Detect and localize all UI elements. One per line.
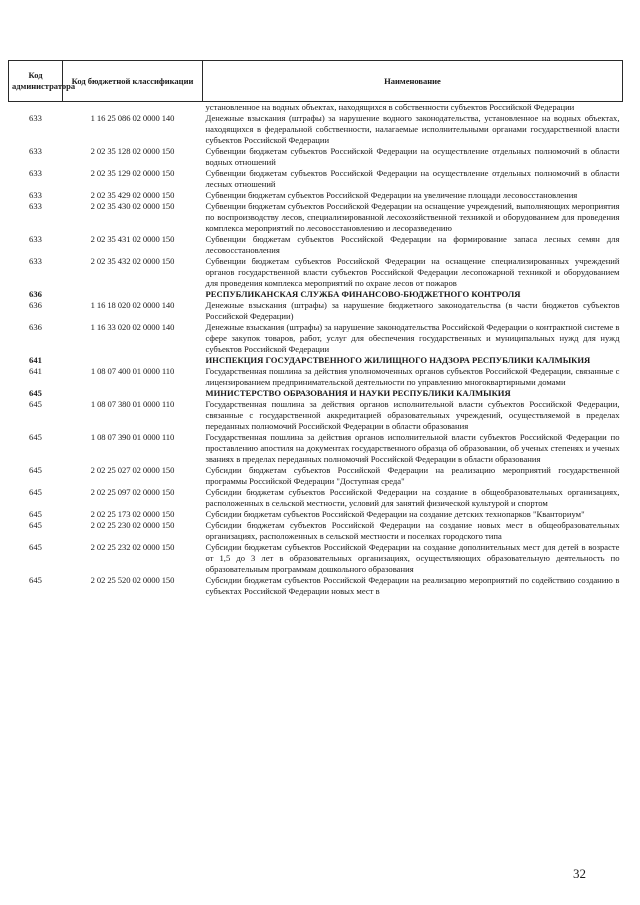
name-cell: Субсидии бюджетам субъектов Российской Федерации на создание новых мест в общеобразовательных организациях, расположенных в сельской местности и поселках городского типа (205, 520, 620, 541)
table-row (9, 300, 623, 322)
header-kbk-code: Код бюджетной классификации (63, 61, 203, 102)
kbk-code-cell: 2 02 35 429 02 0000 150 (90, 190, 175, 200)
admin-code-cell: 633 (29, 190, 42, 200)
admin-code-cell: 645 (29, 575, 42, 585)
kbk-code-cell (63, 355, 203, 366)
table-row (9, 542, 623, 575)
table-row (9, 432, 623, 465)
table-row (9, 256, 623, 289)
table-body (9, 102, 623, 598)
name-cell: Государственная пошлина за действия органов исполнительной власти субъектов Российской Федерации по проставлению апостиля на документах государственного образца об образовании, об ученых степенях и ученых званиях в пределах переданных полномочий Российской Федерации в области образования (205, 432, 620, 464)
section-heading-row (9, 388, 623, 399)
kbk-code-cell: 1 08 07 400 01 0000 110 (90, 366, 175, 376)
admin-code-cell: 645 (29, 509, 42, 519)
table-row (9, 113, 623, 146)
table-row (9, 487, 623, 509)
name-cell: Субсидии бюджетам субъектов Российской Федерации на реализацию мероприятий по содействию созданию в субъектах Российской Федерации новых мест в (205, 575, 620, 596)
name-cell: установленное на водных объектах, находящихся в собственности субъектов Российской Федерации (205, 102, 575, 112)
table-row (9, 399, 623, 432)
name-cell: Денежные взыскания (штрафы) за нарушение законодательства Российской Федерации о контрактной системе в сфере закупок товаров, работ, услуг для обеспечения государственных и муниципальных нужд для нужд субъектов Российской Федерации (205, 322, 620, 354)
name-cell: Субвенции бюджетам субъектов Российской Федерации на оснащение учреждений, выполняющих мероприятия по воспроизводству лесов, специализированной лесохозяйственной техникой и оборудованием для проведения комплекса мероприятий по лесовосстановлению и лесоразведению (205, 201, 620, 233)
admin-code-cell: 641 (29, 366, 42, 376)
table-row (9, 366, 623, 388)
name-cell: Денежные взыскания (штрафы) за нарушение бюджетного законодательства (в части бюджетов субъектов Российской Федерации) (205, 300, 620, 321)
kbk-code-cell: 2 02 25 097 02 0000 150 (90, 487, 175, 497)
admin-code-cell: 636 (29, 322, 42, 332)
admin-code-cell: 645 (29, 465, 42, 475)
kbk-code-cell: 1 08 07 390 01 0000 110 (90, 432, 175, 442)
kbk-code-cell: 1 16 25 086 02 0000 140 (90, 113, 175, 123)
table-row (9, 234, 623, 256)
admin-code-cell: 641 (29, 355, 42, 365)
name-cell: Государственная пошлина за действия органов исполнительной власти субъектов Российской Федерации, связанные с государственной аккредитацией образовательных учреждений, осуществляемой в пределах переданных полномочий Российской Федерации в области образования (205, 399, 620, 431)
page-number: 32 (573, 866, 586, 881)
section-heading-row (9, 355, 623, 366)
kbk-code-cell (63, 102, 203, 114)
kbk-code-cell (63, 289, 203, 300)
name-cell: Субвенции бюджетам субъектов Российской Федерации на увеличение площади лесовосстановления (205, 190, 578, 200)
section-heading-row (9, 289, 623, 300)
kbk-code-cell: 1 16 33 020 02 0000 140 (90, 322, 175, 332)
kbk-code-cell: 1 16 18 020 02 0000 140 (90, 300, 175, 310)
name-cell: ИНСПЕКЦИЯ ГОСУДАРСТВЕННОГО ЖИЛИЩНОГО НАДЗОРА РЕСПУБЛИКИ КАЛМЫКИЯ (205, 355, 591, 365)
name-cell: Субвенции бюджетам субъектов Российской Федерации на осуществление отдельных полномочий в области лесных отношений (205, 168, 620, 189)
name-cell: РЕСПУБЛИКАНСКАЯ СЛУЖБА ФИНАНСОВО-БЮДЖЕТНОГО КОНТРОЛЯ (205, 289, 521, 299)
admin-code-cell: 636 (29, 289, 42, 299)
table-row (9, 509, 623, 520)
table-header (9, 61, 623, 102)
kbk-code-cell: 2 02 25 173 02 0000 150 (90, 509, 175, 519)
admin-code-cell: 633 (29, 168, 42, 178)
kbk-code-cell (63, 388, 203, 399)
admin-code-cell: 645 (29, 432, 42, 442)
kbk-code-cell: 2 02 35 129 02 0000 150 (90, 168, 175, 178)
name-cell: Субсидии бюджетам субъектов Российской Федерации на создание дополнительных мест для детей в возрасте от 1,5 до 3 лет в образовательных организациях, осуществляющих образовательную деятельность по образовательным программам дошкольного образования (205, 542, 620, 574)
header-name: Наименование (203, 61, 623, 102)
kbk-code-cell: 2 02 35 430 02 0000 150 (90, 201, 175, 211)
table-row (9, 465, 623, 487)
name-cell: Субвенции бюджетам субъектов Российской Федерации на формирование запаса лесных семян для лесовосстановления (205, 234, 620, 255)
name-cell: МИНИСТЕРСТВО ОБРАЗОВАНИЯ И НАУКИ РЕСПУБЛИКИ КАЛМЫКИЯ (205, 388, 511, 398)
admin-code-cell: 633 (29, 234, 42, 244)
name-cell: Субсидии бюджетам субъектов Российской Федерации на создание в общеобразовательных организациях, расположенных в сельской местности, условий для занятий физической культурой и спортом (205, 487, 620, 508)
kbk-code-cell: 2 02 25 230 02 0000 150 (90, 520, 175, 530)
table-row (9, 168, 623, 190)
admin-code-cell (9, 102, 63, 114)
admin-code-cell: 645 (29, 399, 42, 409)
name-cell: Субвенции бюджетам субъектов Российской Федерации на осуществление отдельных полномочий в области водных отношений (205, 146, 620, 167)
kbk-code-cell: 2 02 25 520 02 0000 150 (90, 575, 175, 585)
table-row (9, 201, 623, 234)
admin-code-cell: 633 (29, 146, 42, 156)
admin-code-cell: 645 (29, 388, 42, 398)
name-cell: Субсидии бюджетам субъектов Российской Федерации на создание детских технопарков "Кванториум" (205, 509, 585, 519)
admin-code-cell: 633 (29, 113, 42, 123)
admin-code-cell: 645 (29, 542, 42, 552)
table-row (9, 190, 623, 201)
name-cell: Денежные взыскания (штрафы) за нарушение водного законодательства, установленное на водных объектах, находящихся в федеральной собственности, налагаемые исполнительными органами государственной власти субъектов Российской Федерации (205, 113, 620, 145)
kbk-code-cell: 2 02 25 027 02 0000 150 (90, 465, 175, 475)
header-admin-code: Код администратора (9, 61, 63, 102)
table-row (9, 102, 623, 114)
kbk-code-cell: 2 02 25 232 02 0000 150 (90, 542, 175, 552)
admin-code-cell: 636 (29, 300, 42, 310)
table-row (9, 322, 623, 355)
table-row (9, 575, 623, 597)
name-cell: Субвенции бюджетам субъектов Российской Федерации на оснащение специализированных учреждений органов государственной власти субъектов Российской Федерации лесопожарной техникой и оборудованием для проведения комплекса мероприятий по охране лесов от пожаров (205, 256, 620, 288)
kbk-code-cell: 1 08 07 380 01 0000 110 (90, 399, 175, 409)
table-row (9, 146, 623, 168)
kbk-code-cell: 2 02 35 128 02 0000 150 (90, 146, 175, 156)
name-cell: Государственная пошлина за действия уполномоченных органов субъектов Российской Федерации, связанные с лицензированием предпринимательской деятельности по управлению многоквартирными домами (205, 366, 620, 387)
table-row (9, 520, 623, 542)
kbk-code-cell: 2 02 35 431 02 0000 150 (90, 234, 175, 244)
name-cell: Субсидии бюджетам субъектов Российской Федерации на реализацию мероприятий государственной программы Российской Федерации "Доступная среда" (205, 465, 620, 486)
admin-code-cell: 633 (29, 201, 42, 211)
admin-code-cell: 633 (29, 256, 42, 266)
kbk-code-cell: 2 02 35 432 02 0000 150 (90, 256, 175, 266)
admin-code-cell: 645 (29, 487, 42, 497)
admin-code-cell: 645 (29, 520, 42, 530)
budget-classification-table (8, 60, 623, 597)
